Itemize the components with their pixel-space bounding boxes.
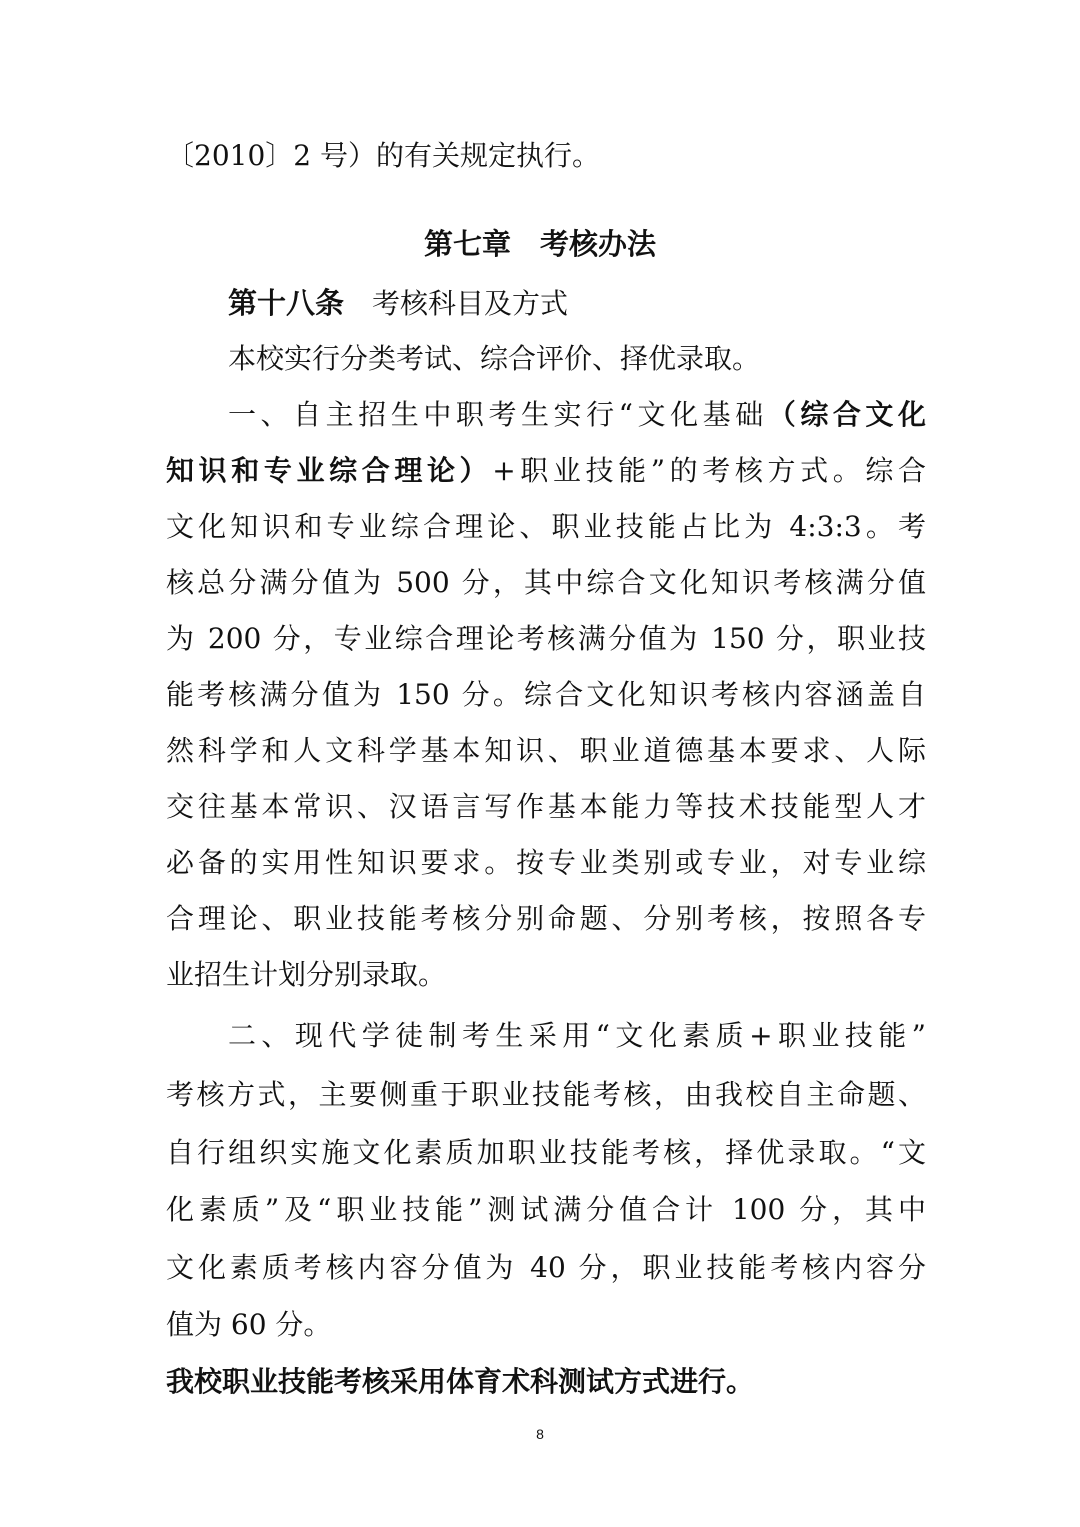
intro-paragraph: 本校实行分类考试、综合评价、择优录取。 [228, 342, 761, 375]
para2-line-3: 自行组织实施文化素质加职业技能考核，择优录取。“文 [166, 1136, 926, 1169]
para1-line-7: 然科学和人文科学基本知识、职业道德基本要求、人际 [166, 734, 926, 767]
continuation-line: 〔2010〕2 号）的有关规定执行。 [166, 139, 600, 172]
para1-bold-text: 知识和专业综合理论） [166, 454, 493, 487]
para2-line-1: 二、现代学徒制考生采用“文化素质+职业技能” [228, 1019, 926, 1052]
article-number: 第十八条 [228, 286, 345, 320]
para1-bold-text: （综合文化 [767, 398, 926, 431]
para1-line-5: 为 200 分，专业综合理论考核满分值为 150 分，职业技 [166, 622, 926, 655]
closing-statement: 我校职业技能考核采用体育术科测试方式进行。 [166, 1365, 755, 1398]
para2-line-2: 考核方式，主要侧重于职业技能考核，由我校自主命题、 [166, 1078, 926, 1111]
page-number: 8 [536, 1426, 544, 1442]
para1-line-4: 核总分满分值为 500 分，其中综合文化知识考核满分值 [166, 566, 926, 599]
para2-line-6: 值为 60 分。 [166, 1308, 332, 1341]
para1-line-2 [166, 451, 926, 491]
para1-line-1 [228, 395, 926, 435]
para2-line-4: 化素质”及“职业技能”测试满分值合计 100 分，其中 [166, 1193, 926, 1226]
para2-line-5: 文化素质考核内容分值为 40 分，职业技能考核内容分 [166, 1251, 926, 1284]
para1-text: 一、自主招生中职考生实行“文化基础 [228, 398, 768, 431]
para1-line-8: 交往基本常识、汉语言写作基本能力等技术技能型人才 [166, 790, 926, 823]
chapter-title: 第七章 考核办法 [423, 227, 656, 261]
para1-line-11: 业招生计划分别录取。 [166, 958, 447, 991]
para1-line-9: 必备的实用性知识要求。按专业类别或专业，对专业综 [166, 846, 926, 879]
para1-line-6: 能考核满分值为 150 分。综合文化知识考核内容涵盖自 [166, 678, 926, 711]
article-heading [228, 283, 926, 324]
para1-line-3: 文化知识和专业综合理论、职业技能占比为 4:3:3。考 [166, 510, 926, 543]
article-title: 考核科目及方式 [372, 287, 569, 320]
para1-line-10: 合理论、职业技能考核分别命题、分别考核，按照各专 [166, 902, 926, 935]
para1-text: +职业技能”的考核方式。综合 [492, 454, 926, 487]
